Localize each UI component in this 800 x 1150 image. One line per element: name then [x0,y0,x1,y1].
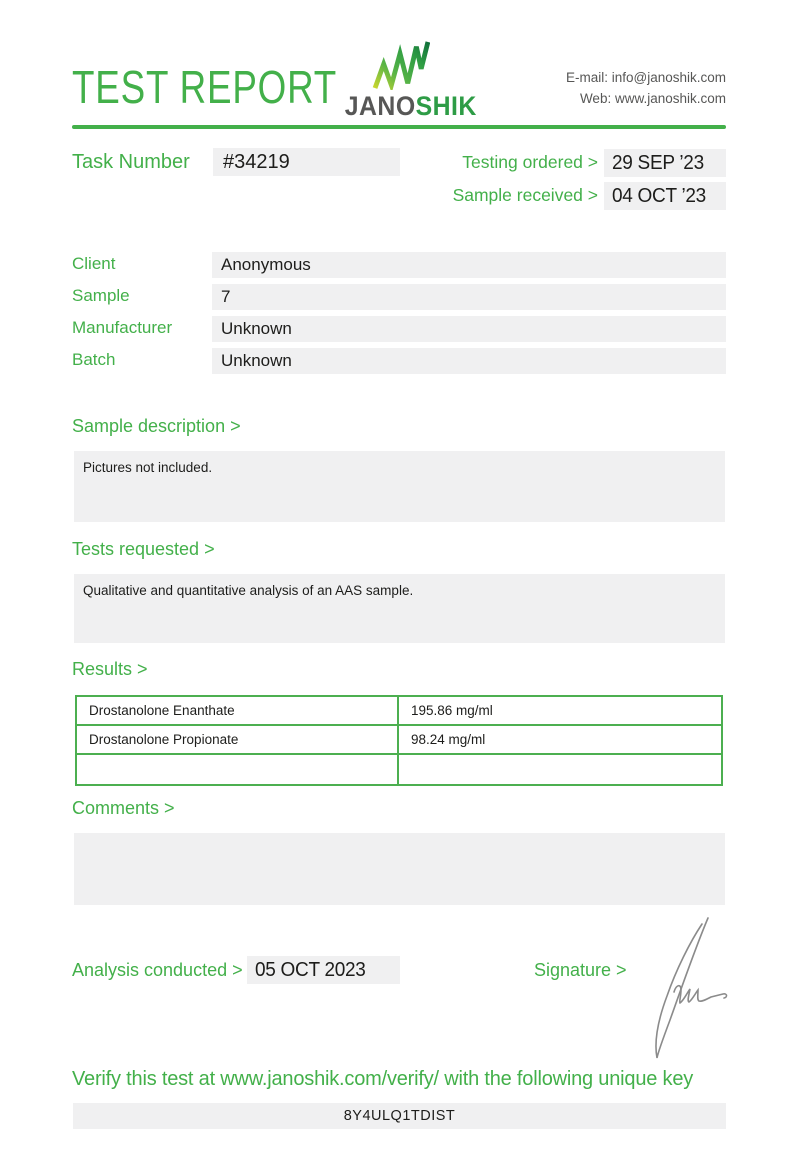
contact-info [566,67,726,109]
info-row-value-text: Anonymous [221,255,311,274]
brand-name-right: SHIK [415,91,477,121]
result-name-cell [77,755,399,784]
results-table-row [77,755,721,784]
brand-logo [339,40,477,122]
brand-name [345,91,477,122]
info-row-label: Batch [72,350,116,369]
info-row-value [212,252,726,278]
results-table [75,695,723,786]
header-divider [72,125,726,129]
results-heading: Results > [72,659,148,679]
sample-received-value: 04 OCT ’23 [612,184,706,207]
unique-key-bar [73,1103,726,1129]
results-table-row [77,697,721,726]
verify-text: Verify this test at www.janoshik.com/verify/ with the following unique key [72,1068,694,1090]
result-name-cell: Drostanolone Propionate [77,726,399,753]
comments-box [74,833,725,905]
tests-requested-heading: Tests requested > [72,539,215,559]
result-value-cell: 98.24 mg/ml [411,732,486,747]
comments-heading: Comments > [72,798,175,818]
info-row [0,252,800,278]
info-row-value-text: Unknown [221,351,292,370]
sample-description-heading: Sample description > [72,416,241,436]
unique-key-value: 8Y4ULQ1TDIST [343,1108,456,1124]
info-row [0,316,800,342]
info-row-label: Sample [72,286,130,305]
contact-web-line: Web: www.janoshik.com [579,91,726,106]
testing-ordered-value: 29 SEP ’23 [612,151,704,174]
tests-requested-box: Qualitative and quantitative analysis of an AAS sample. [74,574,725,643]
task-number-label: Task Number [72,151,190,173]
sample-received-label: Sample received > [452,185,598,205]
task-number-value-box [213,148,400,176]
analysis-date-value: 05 OCT 2023 [255,958,366,981]
info-row-value-text: 7 [221,287,231,306]
testing-ordered-value-box [604,149,726,177]
info-row-value [212,316,726,342]
result-value-cell [399,755,721,784]
info-row-value [212,284,726,310]
task-number-value: #34219 [223,150,290,173]
sample-received-value-box [604,182,726,210]
contact-email-line: E-mail: info@janoshik.com [565,70,726,85]
testing-ordered-label: Testing ordered > [462,152,598,172]
signature-label: Signature > [534,960,627,980]
results-table-row [77,726,721,755]
analysis-date-box [247,956,400,984]
page-title: TEST REPORT [72,61,338,113]
info-row-label: Manufacturer [72,318,173,337]
info-row-value-text: Unknown [221,319,292,338]
info-row-value [212,348,726,374]
result-value-cell: 195.86 mg/ml [411,703,493,718]
analysis-conducted-label: Analysis conducted > [72,960,243,980]
info-row [0,284,800,310]
signature-image [638,908,743,1063]
brand-name-left: JANO [344,91,416,121]
info-row [0,348,800,374]
result-name-cell: Drostanolone Enanthate [77,697,399,724]
sample-description-box: Pictures not included. [74,451,725,522]
growth-chart-icon [372,40,430,90]
info-row-label: Client [72,254,116,273]
